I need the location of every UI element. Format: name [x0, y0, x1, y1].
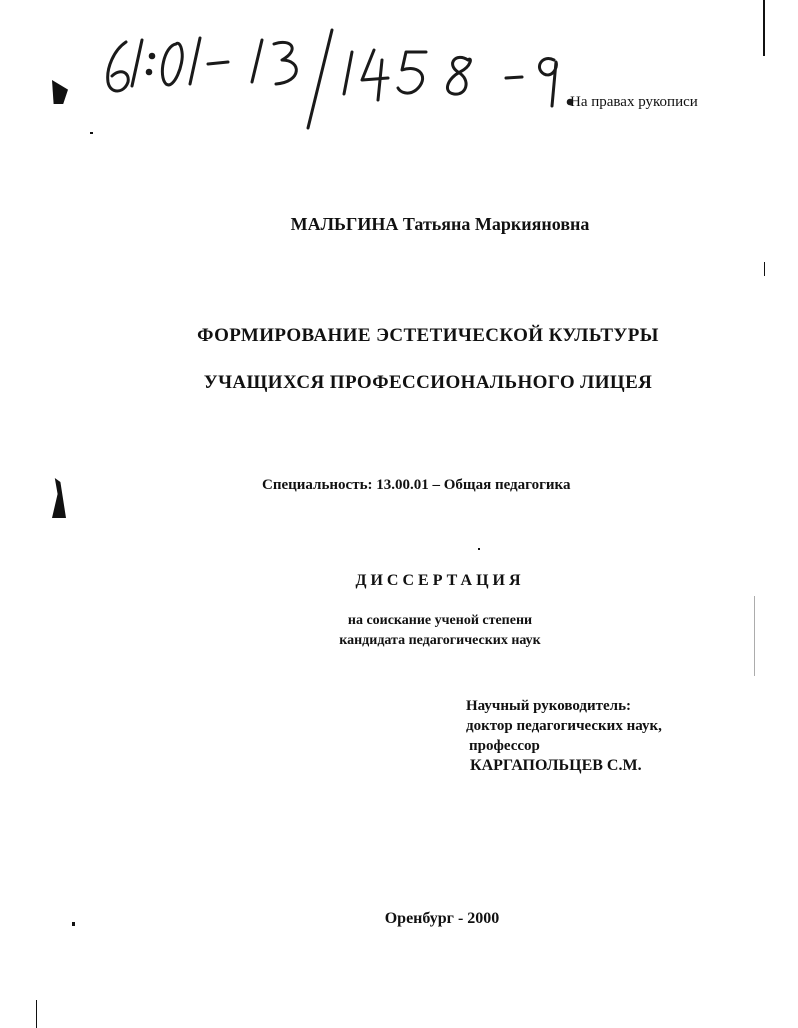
scan-speck-1: [90, 132, 93, 134]
city-year: Оренбург - 2000: [384, 910, 500, 927]
document-type-heading: ДИССЕРТАЦИЯ: [355, 572, 525, 589]
advisor-rank: профессор: [469, 738, 540, 754]
advisor-block: [466, 696, 662, 776]
handwritten-archive-code: [96, 20, 596, 135]
advisor-label: Научный руководитель:: [466, 698, 631, 714]
degree-line-1: на соискание ученой степени: [347, 613, 533, 628]
scan-edge-line-bottom-left: [36, 1000, 37, 1028]
title-line-1: ФОРМИРОВАНИЕ ЭСТЕТИЧЕСКОЙ КУЛЬТУРЫ: [197, 325, 659, 346]
rights-note: На правах рукописи: [570, 94, 698, 110]
scan-edge-dots-right: [754, 596, 755, 676]
author-name: МАЛЬГИНА Татьяна Маркияновна: [290, 214, 590, 234]
scan-edge-line-right: [764, 262, 765, 276]
advisor-degree: доктор педагогических наук,: [466, 718, 662, 734]
scan-artifact-mid-left: [52, 478, 66, 518]
scan-edge-line-top-right: [763, 0, 765, 56]
advisor-name: КАРГАПОЛЬЦЕВ С.М.: [470, 757, 642, 774]
scan-artifact-top-left: [52, 80, 68, 104]
scan-speck-2: [72, 922, 75, 926]
specialty-line: Специальность: 13.00.01 – Общая педагогика: [262, 477, 571, 493]
scan-speck-3: [478, 548, 480, 550]
title-line-2: УЧАЩИХСЯ ПРОФЕССИОНАЛЬНОГО ЛИЦЕЯ: [203, 372, 653, 393]
degree-line-2: кандидата педагогических наук: [339, 633, 541, 648]
